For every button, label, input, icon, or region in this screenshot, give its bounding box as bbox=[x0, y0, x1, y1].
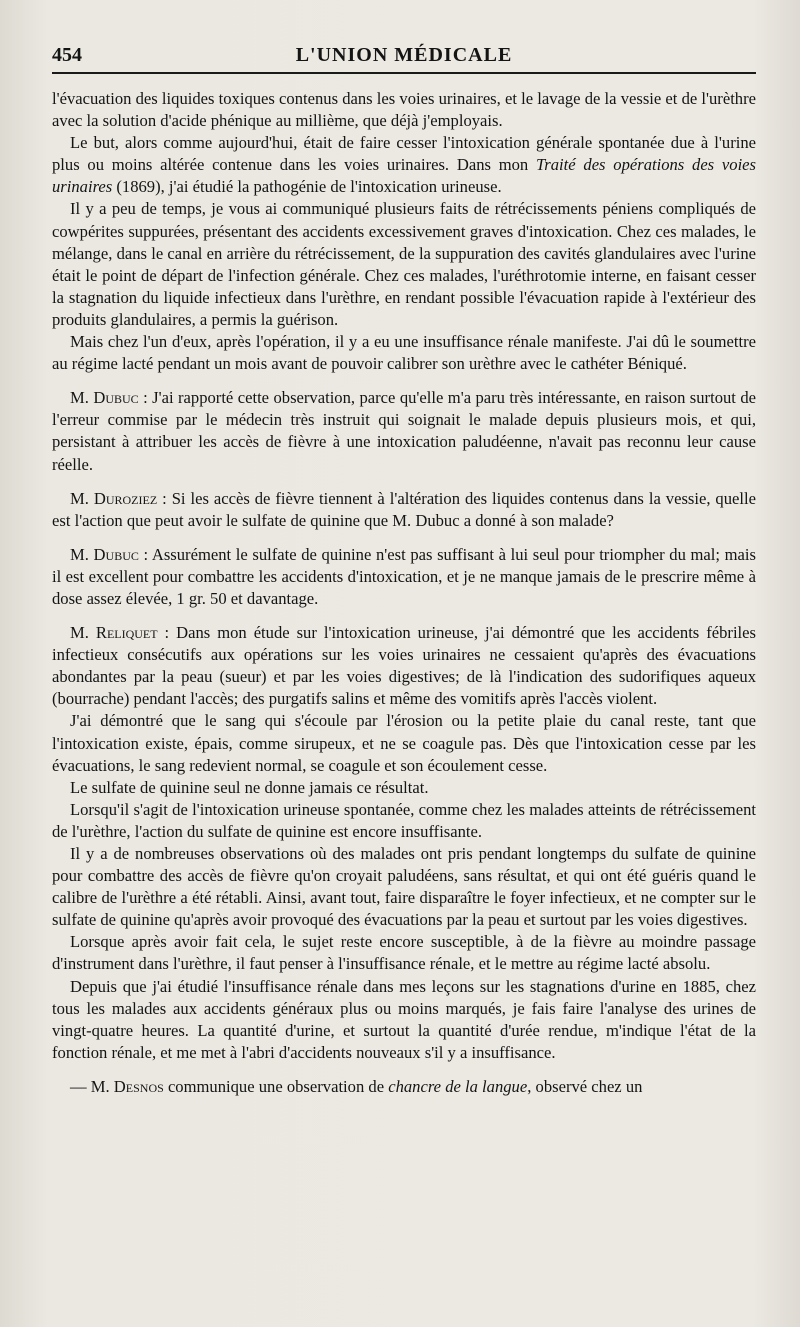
paragraph: Le sulfate de quinine seul ne donne jamais ce résultat. bbox=[70, 777, 429, 797]
speaker-paragraph: M. Dubuc : Assurément le sulfate de quinine n'est pas suffisant à lui seul pour triompher du mal; mais il est excellent pour combattre les accidents d'intoxication, et je ne manque jamais de le prescrire même à dose assez élevée, 1 gr. 50 et davantage. bbox=[52, 544, 756, 608]
paragraph: J'ai démontré que le sang qui s'écoule par l'érosion ou la petite plaie du canal reste, tant que l'intoxication existe, épais, comme sirupeux, et ne se coagule pas. Dès que l'intoxication cesse par les évacuations, le sang redevient normal, se coagule et son écoulement cesse. bbox=[52, 711, 756, 775]
paragraph: Il y a de nombreuses observations où des malades ont pris pendant longtemps du sulfate de quinine pour combattre des accès de fièvre qu'on croyait paludéens, sans résultat, et qui ont été guéris quand le calibre de l'urèthre a été rétabli. Ainsi, avant tout, faire disparaître le foyer infectieux, et ne compter sur le sulfate de quinine qu'après avoir provoqué des évacuations par la peau et surtout par les voies digestives. bbox=[52, 844, 756, 930]
article-body bbox=[52, 88, 756, 1098]
speaker-name: M. Dubuc : bbox=[70, 544, 149, 564]
paragraph: Lorsque après avoir fait cela, le sujet reste encore susceptible, à de la fièvre au moindre passage d'instrument dans l'urèthre, il faut penser à l'insuffisance rénale, et le mettre au régime lacté absolu. bbox=[52, 932, 756, 974]
italic-term: chancre de la langue bbox=[388, 1076, 528, 1096]
speaker-name: M. Duroziez : bbox=[70, 488, 167, 508]
paragraph: l'évacuation des liquides toxiques contenus dans les voies urinaires, et le lavage de la vessie et de l'urèthre avec la solution d'acide phénique au millième, que déjà j'employais. bbox=[52, 89, 756, 131]
book-title: Traité des opérations des voies urinaires bbox=[52, 155, 756, 197]
running-title: L'UNION MÉDICALE bbox=[295, 44, 513, 66]
speaker-paragraph: M. Duroziez : Si les accès de fièvre tiennent à l'altération des liquides contenus dans la vessie, quelle est l'action que peut avoir le sulfate de quinine que M. Dubuc a donné à son malade? bbox=[52, 488, 756, 530]
speaker-name: M. Dubuc : bbox=[70, 388, 148, 408]
paragraph: Il y a peu de temps, je vous ai communiqué plusieurs faits de rétrécissements péniens compliqués de cowpérites suppurées, présentant des accidents excessivement graves d'intoxication. Chez ces malades, le mélange, dans le canal en arrière du rétrécissement, de la suppuration des cavités glandulaires avec l'urine était le point de départ de l'infection générale. Chez ces malades, l'uréthrotomie interne, en faisant cesser la stagnation du liquide infectieux dans l'urèthre, en rendant possible l'évacuation rapide à l'extérieur des produits glandulaires, a permis la guérison. bbox=[52, 199, 756, 329]
paragraph: Mais chez l'un d'eux, après l'opération, il y a eu une insuffisance rénale manifeste. J'ai dû le soumettre au régime lacté pendant un mois avant de pouvoir calibrer son urèthre avec le cathéter Béniqué. bbox=[52, 332, 756, 374]
paragraph: Depuis que j'ai étudié l'insuffisance rénale dans mes leçons sur les stagnations d'urine en 1885, chez tous les malades aux accidents généraux plus ou moins marqués, je fais faire l'analyse des urines de vingt-quatre heures. La quantité d'urine, et surtout la quantité d'urée rendue, m'indique l'état de la fonction rénale, et me met à l'abri d'accidents nouveaux s'il y a insuffisance. bbox=[52, 976, 756, 1062]
speaker-paragraph: — M. Desnos communique une observation de chancre de la langue, observé chez un bbox=[70, 1076, 643, 1096]
speaker-name: — M. Desnos bbox=[70, 1076, 164, 1096]
paragraph: Le but, alors comme aujourd'hui, était de faire cesser l'intoxication générale spontanée due à l'urine plus ou moins altérée contenue dans les voies urinaires. Dans mon Traité des opérations des voies urinaires (1869), j'ai étudié la pathogénie de l'intoxication urineuse. bbox=[52, 133, 756, 197]
speaker-name: M. Reliquet : bbox=[70, 623, 170, 643]
speaker-paragraph: M. Dubuc : J'ai rapporté cette observation, parce qu'elle m'a paru très intéressante, en raison surtout de l'erreur commise par le médecin très instruit qui soignait le malade depuis plusieurs mois, et qui, persistant à attribuer les accès de fièvre à une intoxication paludéenne, n'avait pas reconnu leur cause réelle. bbox=[52, 388, 756, 474]
paragraph: Lorsqu'il s'agit de l'intoxication urineuse spontanée, comme chez les malades atteints de rétrécissement de l'urèthre, l'action du sulfate de quinine est encore insuffisante. bbox=[52, 799, 756, 841]
page-header bbox=[52, 42, 756, 74]
page-number: 454 bbox=[52, 44, 82, 66]
speaker-paragraph: M. Reliquet : Dans mon étude sur l'intoxication urineuse, j'ai démontré que les accidents fébriles infectieux consécutifs aux opérations sur les voies urinaires ne cessaient qu'après des évacuations abondantes par la peau (sueur) et par les voies digestives; de là l'indication des sudorifiques aqueux (bourrache) pendant l'accès; des purgatifs salins et même des vomitifs après l'accès violent. bbox=[52, 623, 756, 709]
